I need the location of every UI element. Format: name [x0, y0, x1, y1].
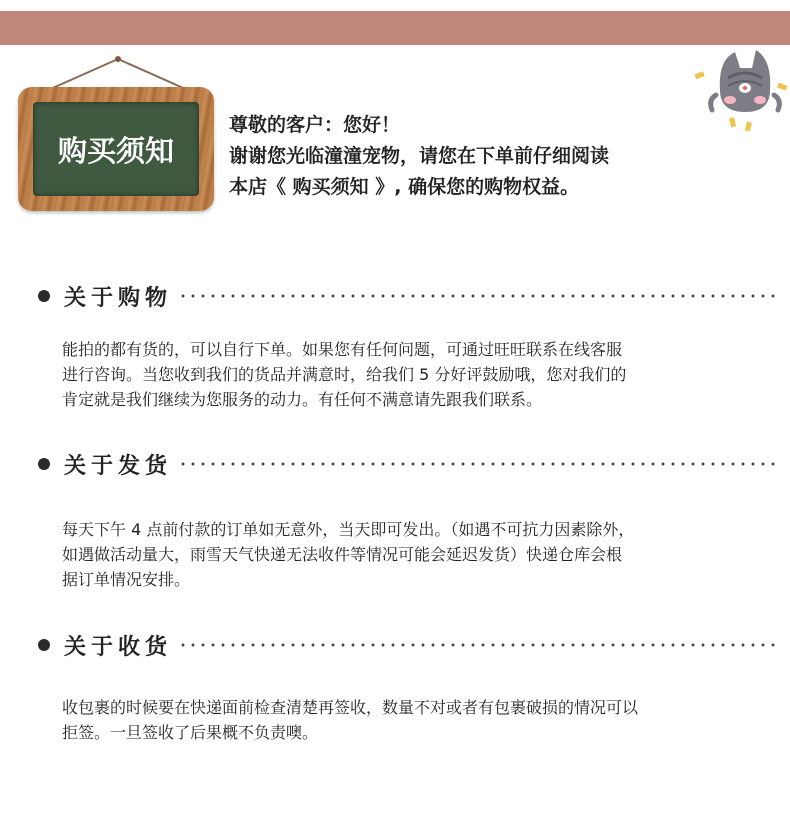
body-line: 能拍的都有货的，可以自行下单。如果您有任何问题，可通过旺旺联系在线客服 [62, 340, 623, 359]
purchase-notice-sign [18, 55, 218, 215]
dotted-divider [178, 294, 778, 298]
section-body-shopping [62, 337, 762, 412]
section-header-shopping [38, 281, 778, 311]
body-line: 据订单情况安排。 [62, 570, 191, 589]
section-body-shipping [62, 517, 762, 592]
section-title: 关于购物 [64, 285, 173, 311]
bullet-icon [38, 639, 50, 651]
section-body-receiving [62, 695, 762, 745]
greeting-line: 尊敬的客户：您好！ [229, 114, 401, 136]
bullet-icon [38, 458, 50, 470]
section-title: 关于发货 [64, 453, 173, 479]
cat-mascot-icon [690, 40, 790, 140]
body-line: 每天下午 4 点前付款的订单如无意外，当天即可发出。（如遇不可抗力因素除外， [62, 520, 635, 539]
dotted-divider [178, 462, 778, 466]
body-line: 肯定就是我们继续为您服务的动力。有任何不满意请先跟我们联系。 [62, 390, 543, 409]
body-line: 收包裹的时候要在快递面前检查清楚再签收，数量不对或者有包裹破损的情况可以 [62, 698, 639, 717]
greeting-block [229, 110, 609, 203]
section-header-receiving [38, 630, 778, 660]
section-title: 关于收货 [64, 634, 173, 660]
body-line: 如遇做活动量大，雨雪天气快递无法收件等情况可能会延迟发货）快递仓库会根 [62, 545, 623, 564]
section-header-shipping [38, 449, 778, 479]
greeting-line: 谢谢您光临潼潼宠物，请您在下单前仔细阅读 [229, 145, 610, 167]
sign-title: 购买须知 [57, 133, 174, 168]
body-line: 拒签。一旦签收了后果概不负责噢。 [62, 723, 319, 742]
sign-chalkboard [33, 102, 199, 196]
body-line: 进行咨询。当您收到我们的货品并满意时，给我们 5 分好评鼓励哦，您对我们的 [62, 365, 627, 384]
dotted-divider [178, 643, 778, 647]
bullet-icon [38, 290, 50, 302]
greeting-line: 本店《 购买须知 》, 确保您的购物权益。 [229, 176, 580, 198]
top-color-band [0, 11, 790, 45]
